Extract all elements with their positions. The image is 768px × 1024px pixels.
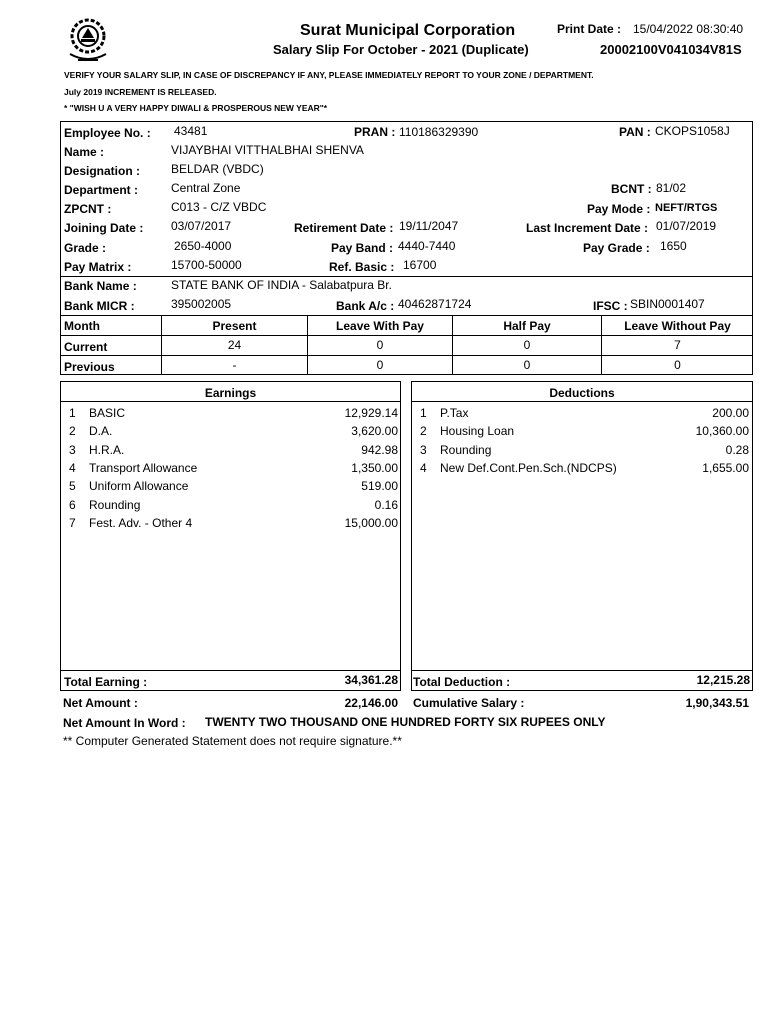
total-deduction-label: Total Deduction : [413,675,511,689]
deductions-item-name: P.Tax [440,406,469,420]
employee-name: VIJAYBHAI VITTHALBHAI SHENVA [171,143,364,157]
deductions-item-name: Housing Loan [440,424,515,439]
earnings-item-no: 6 [69,497,76,512]
org-name: Surat Municipal Corporation [300,22,516,39]
bank-ac-label: Bank A/c : [336,299,395,313]
zpcnt-label: ZPCNT : [64,202,112,216]
net-amount: 22,146.00 [344,696,398,710]
att-previous-half-pay: 0 [523,358,531,372]
pay-band: 4440-7440 [398,239,456,253]
pay-grade: 1650 [660,239,687,253]
deductions-item-no: 1 [420,406,427,420]
name-label: Name : [64,145,105,159]
pay-band-label: Pay Band : [331,241,394,255]
earnings-item-no: 2 [69,424,76,439]
designation-label: Designation : [64,164,141,178]
pran: 110186329390 [399,125,479,139]
att-current-half-pay: 0 [523,338,531,352]
earnings-item-amount: 1,350.00 [351,460,398,475]
net-amount-in-word: TWENTY TWO THOUSAND ONE HUNDRED FORTY SIX RUPEES ONLY [205,715,606,729]
pay-matrix: 15700-50000 [171,258,242,272]
pay-matrix-label: Pay Matrix : [64,260,132,274]
earnings-item-no: 3 [69,442,76,457]
earnings-item-name: D.A. [89,424,113,439]
pan: CKOPS1058J [655,124,730,138]
notice-verify: VERIFY YOUR SALARY SLIP, IN CASE OF DISCREPANCY IF ANY, PLEASE IMMEDIATELY REPORT TO YOUR ZONE / DEPARTMENT. [64,70,594,80]
notice-diwali: * "WISH U A VERY HAPPY DIWALI & PROSPEROUS NEW YEAR"* [64,103,328,113]
ref-basic: 16700 [403,258,437,272]
last-increment-date: 01/07/2019 [656,219,717,233]
att-previous-present: - [232,358,237,372]
total-deduction: 12,215.28 [696,673,750,687]
att-header-month: Month [64,319,100,333]
total-earning: 34,361.28 [344,673,398,687]
att-row-current-label: Current [64,340,108,354]
ref-basic-label: Ref. Basic : [329,260,395,274]
earnings-item-name: BASIC [89,406,126,420]
joining-date: 03/07/2017 [171,219,232,233]
department: Central Zone [171,181,241,195]
bcnt: 81/02 [656,181,687,195]
deductions-item-amount: 200.00 [712,406,749,420]
grade-label: Grade : [64,241,107,255]
pay-mode-label: Pay Mode : [587,202,651,216]
earnings-item-name: Uniform Allowance [89,479,189,494]
att-previous-leave-with-pay: 0 [376,358,384,372]
earnings-item-amount: 15,000.00 [344,515,398,530]
print-date: 15/04/2022 08:30:40 [633,22,744,36]
deductions-item-amount: 1,655.00 [702,460,749,475]
att-current-present: 24 [227,338,242,352]
last-increment-label: Last Increment Date : [526,221,649,235]
earnings-item-name: Transport Allowance [89,460,198,475]
deductions-item-name: New Def.Cont.Pen.Sch.(NDCPS) [440,460,617,475]
slip-code: 20002100V041034V81S [600,42,742,57]
net-amount-in-word-label: Net Amount In Word : [63,716,186,730]
att-header-half-pay: Half Pay [503,319,551,333]
att-header-present: Present [212,319,257,333]
pay-grade-label: Pay Grade : [583,241,650,255]
emp-no: 43481 [174,124,208,138]
earnings-item-amount: 0.16 [374,497,398,512]
ifsc: SBIN0001407 [630,297,705,311]
deductions-item-name: Rounding [440,442,492,457]
designation: BELDAR (VBDC) [171,162,264,176]
earnings-item-no: 5 [69,479,76,494]
cumulative-salary-label: Cumulative Salary : [413,696,525,710]
earnings-item-no: 7 [69,515,76,530]
bcnt-label: BCNT : [611,182,652,196]
pan-label: PAN : [619,125,651,139]
bank-name: STATE BANK OF INDIA - Salabatpura Br. [171,278,392,292]
deductions-item-amount: 10,360.00 [695,424,749,439]
earnings-item-name: Fest. Adv. - Other 4 [89,515,193,530]
deductions-title: Deductions [549,386,615,400]
deductions-item-no: 4 [420,460,427,475]
earnings-item-name: H.R.A. [89,442,125,457]
notice-increment: July 2019 INCREMENT IS RELEASED. [64,87,217,97]
bank-ac: 40462871724 [398,297,472,311]
total-earning-label: Total Earning : [64,675,148,689]
smc-logo [64,14,112,66]
earnings-item-no: 4 [69,460,76,475]
bank-micr: 395002005 [171,297,232,311]
pran-label: PRAN : [354,125,396,139]
att-current-leave-with-pay: 0 [376,338,384,352]
deductions-item-no: 3 [420,442,427,457]
att-current-leave-without-pay: 7 [674,338,681,352]
earnings-item-no: 1 [69,406,76,420]
bank-micr-label: Bank MICR : [64,299,135,313]
cumulative-salary: 1,90,343.51 [685,696,749,710]
net-amount-label: Net Amount : [63,696,138,710]
att-header-leave-without-pay: Leave Without Pay [624,319,731,333]
department-label: Department : [64,183,139,197]
retirement-date: 19/11/2047 [399,219,459,233]
earnings-item-name: Rounding [89,497,141,512]
bank-name-label: Bank Name : [64,279,137,293]
ifsc-label: IFSC : [593,299,628,313]
retirement-date-label: Retirement Date : [294,221,394,235]
earnings-item-amount: 3,620.00 [351,424,398,439]
slip-title: Salary Slip For October - 2021 (Duplicate) [273,42,529,57]
joining-date-label: Joining Date : [64,221,144,235]
att-header-leave-with-pay: Leave With Pay [336,319,424,333]
earnings-item-amount: 519.00 [361,479,398,494]
zpcnt: C013 - C/Z VBDC [171,200,267,214]
emp-no-label: Employee No. : [64,126,151,140]
grade: 2650-4000 [174,239,232,253]
att-row-previous-label: Previous [64,360,115,374]
att-previous-leave-without-pay: 0 [674,358,681,372]
earnings-item-amount: 942.98 [361,442,398,457]
earnings-item-amount: 12,929.14 [344,406,398,420]
footer-note: ** Computer Generated Statement does not require signature.** [63,734,402,748]
earnings-title: Earnings [204,386,257,400]
deductions-item-amount: 0.28 [725,442,749,457]
print-date-label: Print Date : [557,22,622,36]
pay-mode: NEFT/RTGS [655,202,718,214]
deductions-item-no: 2 [420,424,427,439]
